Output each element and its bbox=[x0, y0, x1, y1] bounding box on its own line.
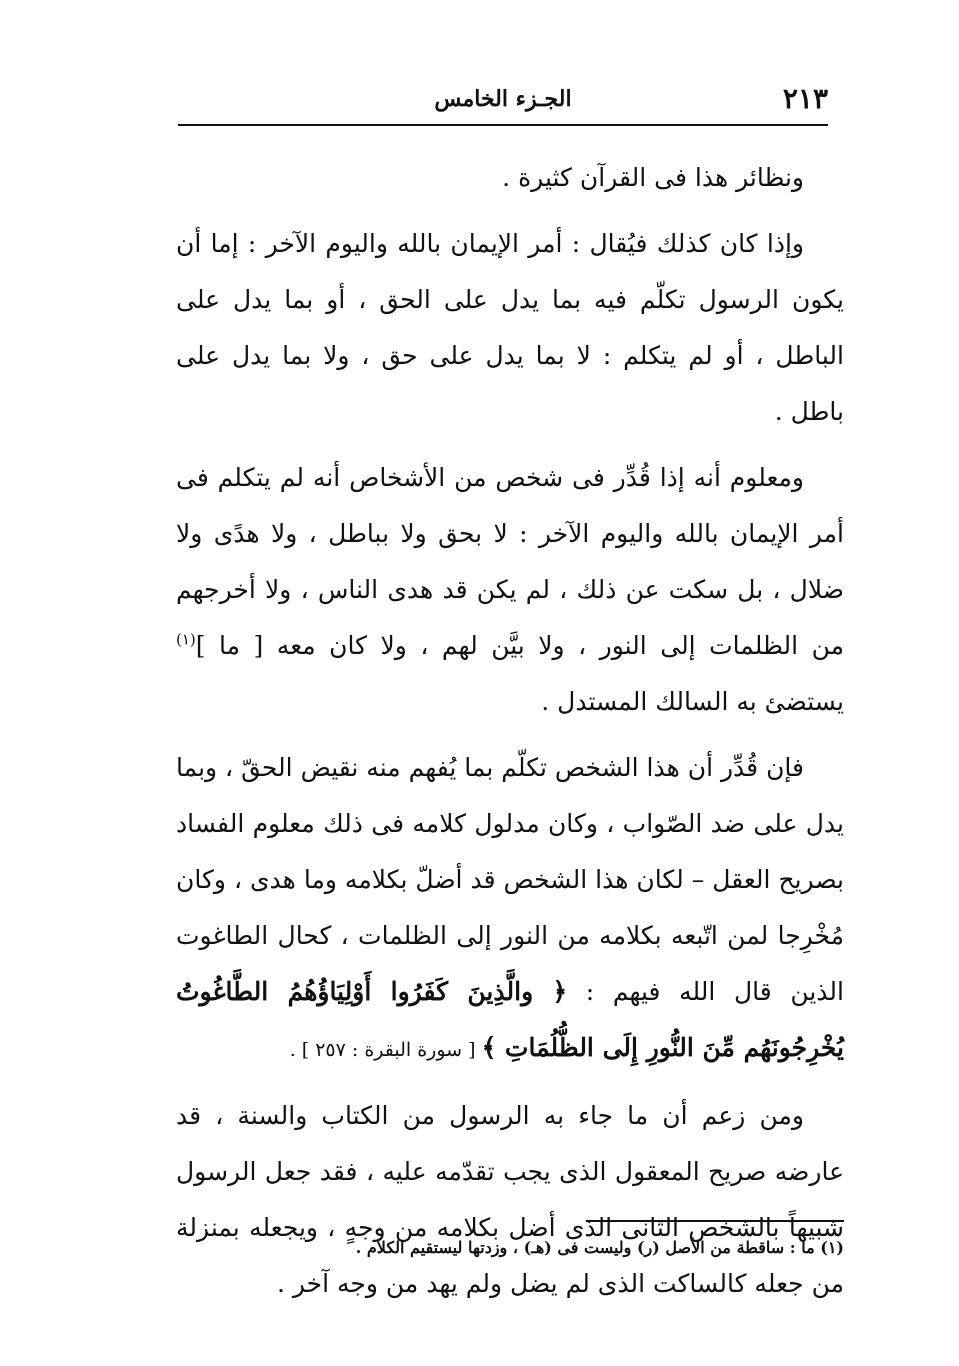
running-header bbox=[178, 78, 828, 118]
header-divider bbox=[178, 124, 828, 126]
paragraph-2 bbox=[176, 216, 844, 440]
paragraph-4-text: فإن قُدِّر أن هذا الشخص تكلّم بما يُفهم منه نقيض الحقّ ، وبما يدل على ضد الصّواب ، وكان مدلول كلامه فى ذلك معلوم الفساد بصريح العقل – لكان هذا الشخص قد أضلّ بكلامه وما هدى ، وكان مُخْرِجا لمن اتّبعه بكلامه من النور إلى الظلمات ، كحال الطاغوت الذين قال الله فيهم : bbox=[176, 753, 844, 1006]
paragraph-5 bbox=[176, 1088, 844, 1312]
quran-verse: ﴿ والَّذِينَ كَفَرُوا أَوْلِيَاؤُهُمُ الطَّاغُوتُ يُخْرِجُونَهُم مِّنَ النُّورِ إِلَى الظُّلُمَاتِ ﴾ bbox=[176, 977, 844, 1062]
paragraph-3-text-after-note: يستضئ به السالك المستدل . bbox=[541, 687, 844, 716]
paragraph-3-text-before-note: ومعلوم أنه إذا قُدِّر فى شخص من الأشخاص أنه لم يتكلم فى أمر الإيمان بالله واليوم الآخر : لا بحق ولا بباطل ، ولا هدًى ولا ضلال ، بل سكت عن ذلك ، لم يكن قد هدى الناس ، ولا أخرجهم من الظلمات إلى النور ، ولا بيَّن لهم ، ولا كان معه [ ما ] bbox=[176, 463, 844, 660]
paragraph-4 bbox=[176, 740, 844, 1078]
footnote: (١) ما : ساقطة من الأصل (ر) وليست فى (هـ) ، وزدتها ليستقيم الكلام . bbox=[355, 1238, 844, 1257]
paragraph-2-text: وإذا كان كذلك فيُقال : أمر الإيمان بالله واليوم الآخر : إما أن يكون الرسول تكلّم فيه بما يدل على الحق ، أو بما يدل على الباطل ، أو لم يتكلم : لا بما يدل على حق ، ولا بما يدل على باطل . bbox=[176, 229, 844, 426]
running-header-title: الجـزء الخامس bbox=[434, 86, 572, 112]
paragraph-1-text: ونظائر هذا فى القرآن كثيرة . bbox=[502, 163, 804, 192]
paragraph-1 bbox=[176, 150, 844, 206]
main-text bbox=[176, 150, 844, 1320]
verse-reference: [ سورة البقرة : ٢٥٧ ] . bbox=[289, 1039, 482, 1061]
footnote-divider bbox=[586, 1220, 844, 1222]
page-number: ٢١٣ bbox=[782, 82, 828, 115]
paragraph-5-text: ومن زعم أن ما جاء به الرسول من الكتاب والسنة ، قد عارضه صريح المعقول الذى يجب تقدّمه عليه ، فقد جعل الرسول شبيهاً بالشخص الثانى الذى أضل بكلامه من وجهٍ ، ويجعله بمنزلة من جعله كالساكت الذى لم يضل ولم يهد من وجه آخر . bbox=[176, 1101, 844, 1298]
footnote-marker: (١) bbox=[176, 630, 196, 649]
paragraph-3 bbox=[176, 450, 844, 730]
